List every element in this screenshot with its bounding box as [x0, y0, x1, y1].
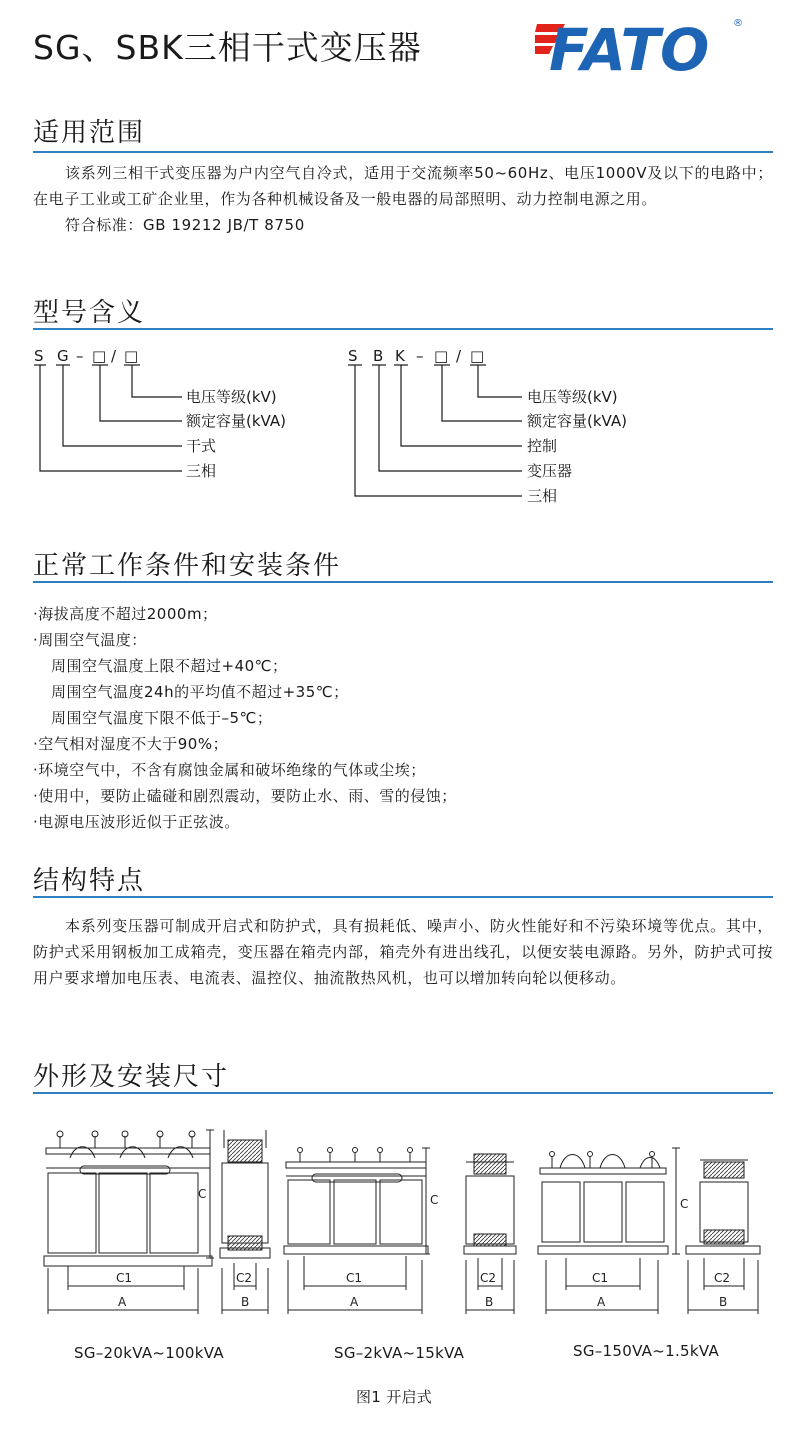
condition-item: ·环境空气中，不含有腐蚀金属和破坏绝缘的气体或尘埃； [33, 761, 426, 779]
sg-label-three-phase: 三相 [186, 462, 217, 480]
sg-label-dry: 干式 [186, 437, 217, 455]
condition-subitem: 周围空气温度下限不低于–5℃； [51, 709, 273, 727]
structure-section [33, 860, 773, 903]
model-heading: 型号含义 [33, 298, 146, 328]
sg-code-box1: □ [92, 347, 107, 365]
condition-item: ·空气相对湿度不大于90%； [33, 735, 229, 753]
sbk-label-transformer: 变压器 [527, 462, 573, 480]
sg-small-front-view [538, 1148, 680, 1314]
dim-label-c: C [430, 1193, 439, 1207]
sbk-label-voltage: 电压等级(kV) [527, 388, 618, 406]
dim-label-a: A [597, 1295, 606, 1309]
scope-standard: 符合标准：GB 19212 JB/T 8750 [65, 216, 305, 234]
page-title: SG、SBK三相干式变压器 [33, 28, 422, 67]
dim-label-b: B [241, 1295, 250, 1309]
sg-code-box2: □ [124, 347, 139, 365]
sbk-label-three-phase: 三相 [527, 487, 558, 505]
condition-item: ·使用中，要防止磕碰和剧烈震动，要防止水、雨、雪的侵蚀； [33, 787, 457, 805]
caption-large: SG–20kVA~100kVA [74, 1344, 224, 1362]
sbk-code-b: B [373, 347, 384, 365]
logo-text: FATO [549, 16, 710, 76]
structure-heading: 结构特点 [33, 866, 146, 896]
sbk-code-dash: – [416, 347, 424, 365]
sg-code-g: G [57, 347, 69, 365]
structure-body [33, 913, 773, 991]
dim-label-a: A [350, 1295, 359, 1309]
registered-mark: ® [733, 18, 743, 29]
transformer-drawings [0, 1118, 800, 1348]
dim-label-c2: C2 [236, 1271, 253, 1285]
sbk-code-s: S [348, 347, 358, 365]
sbk-code-k: K [395, 347, 405, 365]
dim-label-c2: C2 [714, 1271, 731, 1285]
condition-subitem: 周围空气温度24h的平均值不超过+35℃； [51, 683, 349, 701]
dim-label-c2: C2 [480, 1271, 497, 1285]
sg-medium-front-view [284, 1148, 430, 1315]
scope-body [33, 160, 773, 238]
sbk-code-box1: □ [434, 347, 449, 365]
condition-subitem: 周围空气温度上限不超过+40℃； [51, 657, 288, 675]
sg-code-slash: / [111, 347, 117, 365]
dim-label-a: A [118, 1295, 127, 1309]
condition-item: ·海拔高度不超过2000m； [33, 605, 218, 623]
scope-section [33, 112, 773, 155]
sbk-code-box2: □ [470, 347, 485, 365]
dim-label-c1: C1 [592, 1271, 609, 1285]
figure-caption: 图1 开启式 [356, 1388, 433, 1406]
sg-medium-side-view [464, 1154, 516, 1314]
conditions-rule [33, 581, 773, 583]
scope-heading: 适用范围 [33, 118, 146, 148]
dim-label-b: B [719, 1295, 728, 1309]
structure-rule [33, 896, 773, 898]
sg-small-side-view [686, 1160, 760, 1314]
sg-label-capacity: 额定容量(kVA) [186, 412, 286, 430]
sbk-label-capacity: 额定容量(kVA) [527, 412, 627, 430]
sbk-code-slash: / [456, 347, 462, 365]
sg-large-side-view [206, 1130, 270, 1314]
model-section [33, 292, 773, 335]
conditions-heading: 正常工作条件和安装条件 [33, 551, 342, 581]
model-rule [33, 328, 773, 330]
sg-code-s: S [34, 347, 44, 365]
sg-large-front-view [44, 1131, 212, 1314]
dimensions-section [33, 1056, 773, 1099]
dim-label-c: C [198, 1187, 207, 1201]
fato-logo [535, 14, 745, 76]
model-diagram [0, 335, 800, 515]
caption-small: SG–150VA~1.5kVA [573, 1342, 720, 1360]
sbk-label-control: 控制 [527, 437, 558, 455]
conditions-section [33, 545, 773, 588]
caption-medium: SG–2kVA~15kVA [334, 1344, 465, 1362]
scope-rule [33, 151, 773, 153]
condition-item: ·电源电压波形近似于正弦波。 [33, 813, 240, 831]
dim-label-c: C [680, 1197, 689, 1211]
dimensions-heading: 外形及安装尺寸 [33, 1062, 230, 1092]
sg-label-voltage: 电压等级(kV) [186, 388, 277, 406]
structure-paragraph: 本系列变压器可制成开启式和防护式，具有损耗低、噪声小、防火性能好和不污染环境等优点。其中，防护式采用钢板加工成箱壳，变压器在箱壳内部，箱壳外有进出线孔，以便安装电源路。另外，防护式可按用户要求增加电压表、电流表、温控仪、抽流散热风机，也可以增加转向轮以便移动。 [33, 917, 773, 987]
dim-label-b: B [485, 1295, 494, 1309]
sg-code-dash: – [76, 347, 84, 365]
dim-label-c1: C1 [116, 1271, 133, 1285]
dim-label-c1: C1 [346, 1271, 363, 1285]
dimensions-rule [33, 1092, 773, 1094]
conditions-list [33, 601, 773, 835]
scope-paragraph: 该系列三相干式变压器为户内空气自冷式，适用于交流频率50~60Hz、电压1000V及以下的电路中；在电子工业或工矿企业里，作为各种机械设备及一般电器的局部照明、动力控制电源之用。 [33, 164, 773, 208]
condition-item: ·周围空气温度： [33, 631, 147, 649]
